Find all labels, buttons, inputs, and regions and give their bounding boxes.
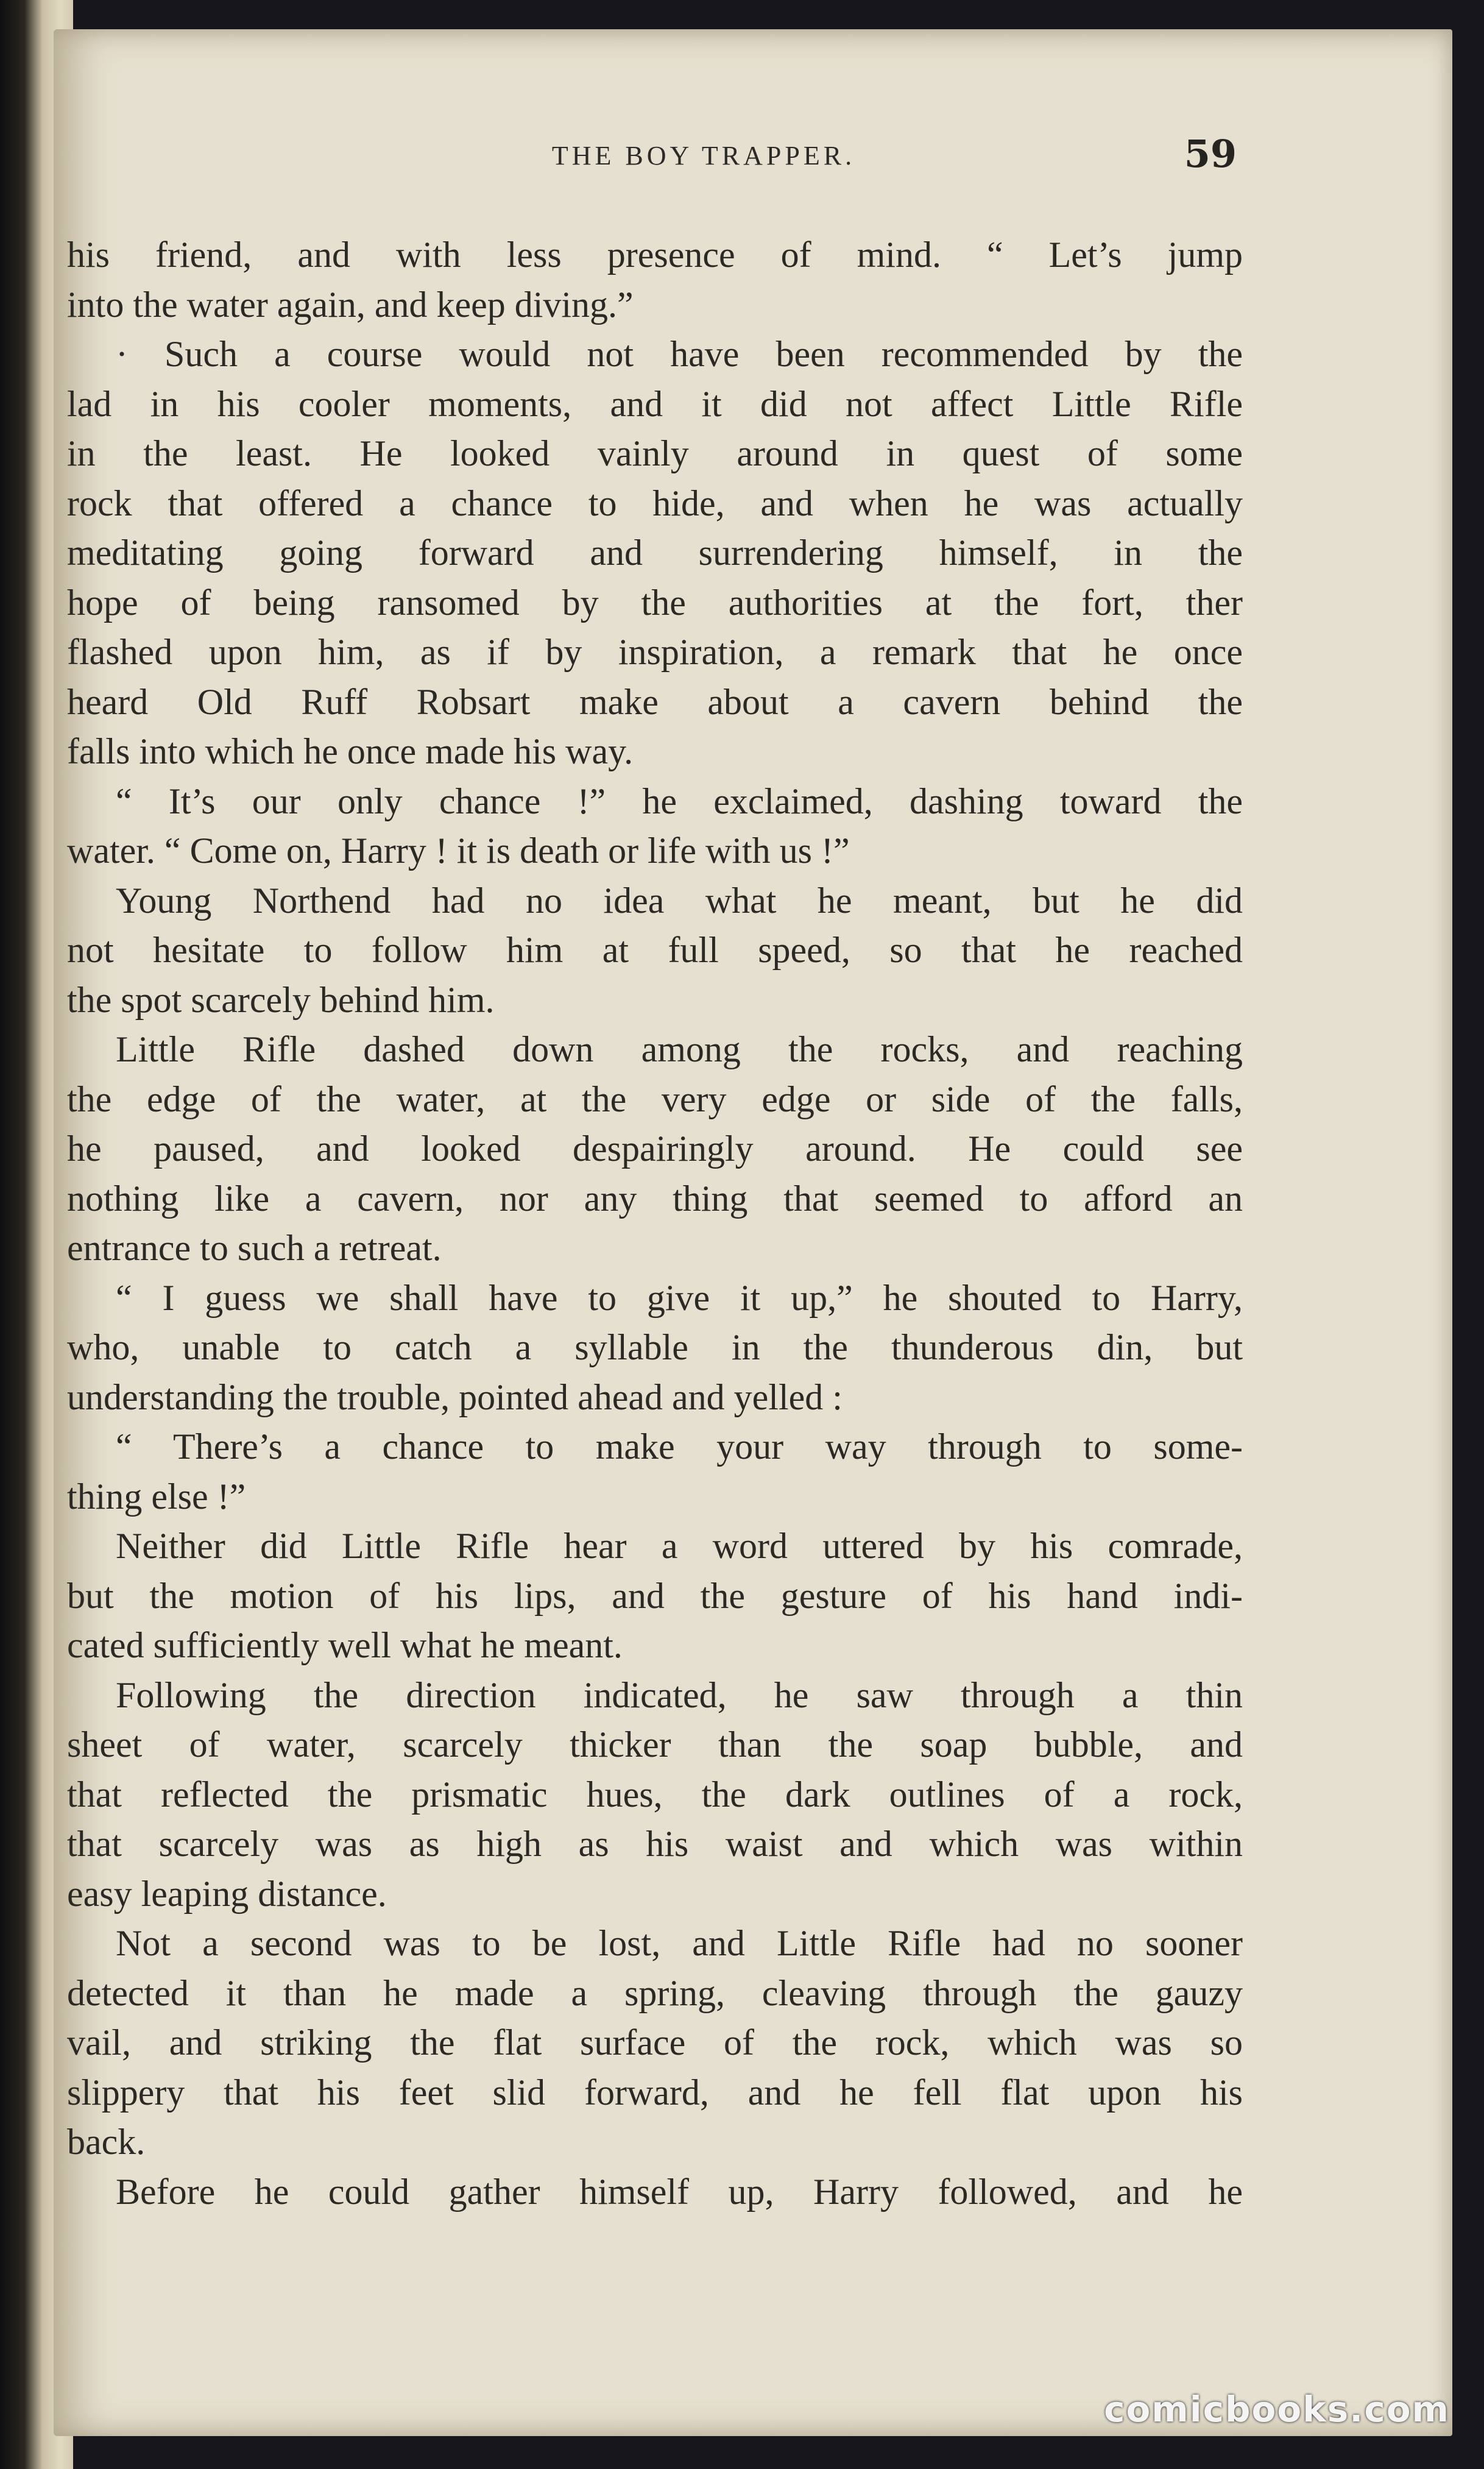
text-line: Following the direction indicated, he saw through a thin: [116, 1674, 1243, 1715]
text-line: detected it than he made a spring, cleaving through the gauzy: [67, 1972, 1243, 2013]
text-line: slippery that his feet slid forward, and he fell flat upon his: [67, 2072, 1243, 2113]
text-line: that scarcely was as high as his waist and which was within: [67, 1824, 1243, 1864]
text-line: entrance to such a retreat.: [67, 1228, 442, 1268]
text-line: in the least. He looked vainly around in quest of some: [67, 433, 1243, 473]
text-line: Not a second was to be lost, and Little Rifle had no sooner: [116, 1923, 1243, 1963]
text-line: Young Northend had no idea what he meant, but he did: [116, 880, 1243, 921]
text-line: heard Old Ruff Robsart make about a cavern behind the: [67, 681, 1243, 722]
text-line: understanding the trouble, pointed ahead and yelled :: [67, 1376, 843, 1417]
text-line: meditating going forward and surrendering himself, in the: [67, 533, 1243, 573]
text-line: cated sufficiently well what he meant.: [67, 1625, 623, 1665]
text-line: the spot scarcely behind him.: [67, 979, 495, 1020]
text-line: sheet of water, scarcely thicker than the soap bubble, and: [67, 1724, 1243, 1765]
text-line: water. “ Come on, Harry ! it is death or life with us !”: [67, 831, 850, 871]
running-head: [171, 104, 1237, 189]
site-watermark: comicbooks.com: [1104, 2389, 1450, 2430]
text-line: Neither did Little Rifle hear a word uttered by his comrade,: [116, 1526, 1243, 1566]
text-line: that reflected the prismatic hues, the dark outlines of a rock,: [67, 1774, 1243, 1815]
text-line: rock that offered a chance to hide, and when he was actually: [67, 483, 1243, 523]
text-line: hope of being ransomed by the authorities at the fort, ther: [67, 582, 1243, 623]
text-line: Little Rifle dashed down among the rocks, and reaching: [116, 1029, 1243, 1069]
text-line: easy leaping distance.: [67, 1873, 387, 1914]
text-line: Before he could gather himself up, Harry followed, and he: [116, 2171, 1243, 2212]
text-line: thing else !”: [67, 1476, 246, 1517]
body-text: [67, 230, 1243, 2217]
text-line: back.: [67, 2122, 146, 2162]
text-line: “ It’s our only chance !” he exclaimed, dashing toward the: [116, 781, 1243, 821]
text-line: into the water again, and keep diving.”: [67, 284, 634, 325]
text-line: not hesitate to follow him at full speed, so that he reached: [67, 930, 1243, 970]
text-line: vail, and striking the flat surface of the rock, which was so: [67, 2022, 1243, 2063]
text-line: “ I guess we shall have to give it up,” he shouted to Harry,: [116, 1277, 1243, 1318]
text-line: he paused, and looked despairingly around. He could see: [67, 1128, 1243, 1169]
text-line: lad in his cooler moments, and it did not affect Little Rifle: [67, 383, 1243, 424]
text-line: who, unable to catch a syllable in the thunderous din, but: [67, 1327, 1243, 1367]
text-line: his friend, and with less presence of mind. “ Let’s jump: [67, 235, 1243, 275]
text-line: “ There’s a chance to make your way through to some-: [116, 1426, 1243, 1467]
text-line: nothing like a cavern, nor any thing that seemed to afford an: [67, 1178, 1243, 1219]
text-line: falls into which he once made his way.: [67, 731, 634, 771]
text-line: the edge of the water, at the very edge or side of the falls,: [67, 1079, 1243, 1119]
running-title: THE BOY TRAPPER.: [551, 141, 856, 171]
text-line: but the motion of his lips, and the gesture of his hand indi-: [67, 1575, 1243, 1616]
text-line: · Such a course would not have been recommended by the: [116, 334, 1243, 374]
text-line: flashed upon him, as if by inspiration, a remark that he once: [67, 632, 1243, 672]
page-number: 59: [1184, 132, 1237, 176]
